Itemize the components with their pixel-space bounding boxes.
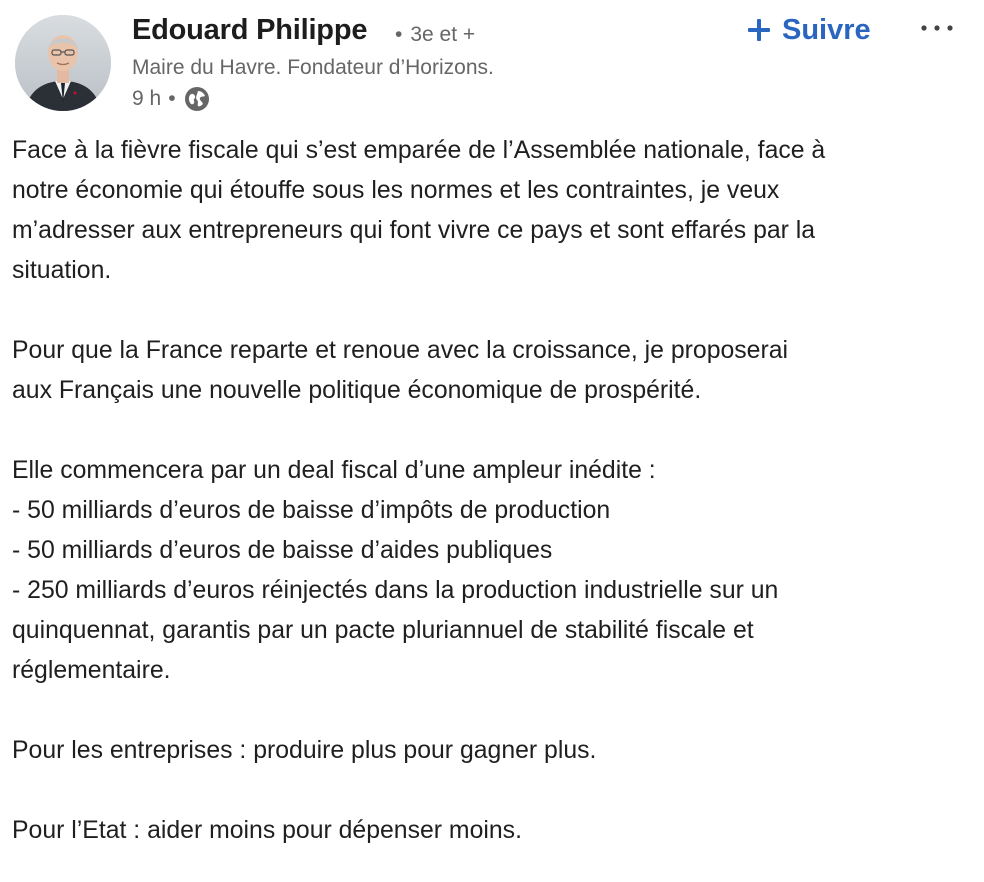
author-headline: Maire du Havre. Fondateur d’Horizons. [132,56,494,79]
globe-icon [184,86,210,112]
text-line: - 50 milliards d’euros de baisse d’aides publiques [12,537,553,564]
separator-dot: • [395,23,403,46]
paragraph-gap [12,411,972,451]
paragraph-gap [12,691,972,731]
connection-degree: 3e et + [410,23,476,46]
paragraph-gap [12,771,972,811]
text-line: quinquennat, garantis par un pacte pluriannuel de stabilité fiscale et [12,617,754,644]
more-options-button[interactable] [915,12,961,44]
connection-meta [395,23,475,47]
text-line: notre économie qui étouffe sous les normes et les contraintes, je veux [12,177,780,204]
text-line: - 250 milliards d’euros réinjectés dans la production industrielle sur un [12,577,779,604]
paragraph [12,451,972,691]
text-line: Pour les entreprises : produire plus pour gagner plus. [12,737,597,764]
follow-button[interactable] [746,10,871,50]
text-line: Elle commencera par un deal fiscal d’une ampleur inédite : [12,457,656,484]
text-line: aux Français une nouvelle politique économique de prospérité. [12,377,702,404]
paragraph [12,331,972,411]
text-line: m’adresser aux entrepreneurs qui font vivre ce pays et sont effarés par la [12,217,816,244]
paragraph [12,811,972,851]
text-line: Pour l’Etat : aider moins pour dépenser moins. [12,817,522,844]
text-line: Pour que la France reparte et renoue avec la croissance, je proposerai [12,337,789,364]
post-timestamp: 9 h [132,87,162,110]
plus-icon [746,17,772,43]
follow-label: Suivre [782,13,871,46]
author-avatar[interactable] [15,15,111,111]
paragraph [12,131,972,291]
text-line: - 50 milliards d’euros de baisse d’impôts de production [12,497,611,524]
author-name[interactable]: Edouard Philippe [132,14,368,46]
text-line: situation. [12,257,112,284]
separator-dot: • [168,87,176,110]
paragraph [12,731,972,771]
paragraph-gap [12,291,972,331]
post-body [12,131,972,851]
profile-photo [15,15,111,111]
post-header [0,0,984,120]
ellipsis-icon [915,12,961,44]
text-line: réglementaire. [12,657,171,684]
post-meta-row [132,85,210,113]
text-line: Face à la fièvre fiscale qui s’est emparée de l’Assemblée nationale, face à [12,137,826,164]
